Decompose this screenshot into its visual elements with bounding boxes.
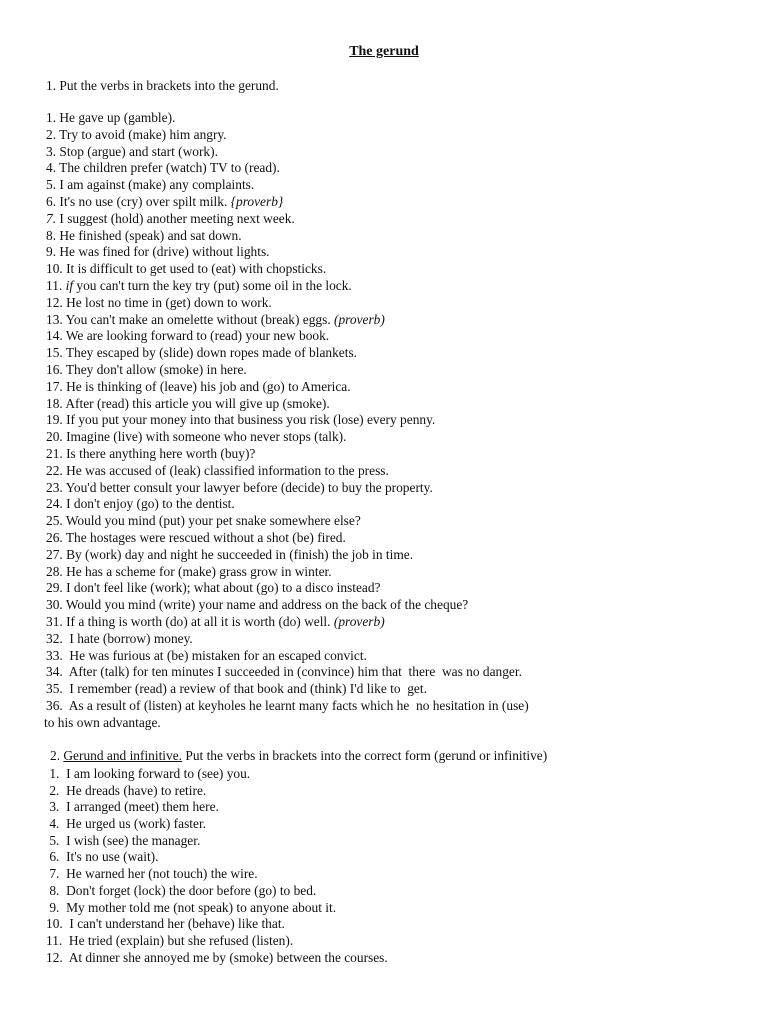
exercise-item (46, 631, 736, 648)
exercise-item (46, 597, 736, 614)
exercise-item: 2. He dreads (have) to retire. (46, 782, 207, 798)
item-text: 30. Would you mind (write) your name and address on the back of the cheque? (46, 597, 469, 613)
proverb-note: {proverb} (230, 193, 284, 209)
page-title: The gerund (349, 44, 419, 59)
exercise-item: 10. I can't understand her (behave) like that. (46, 916, 285, 932)
item-number: 7. (46, 210, 57, 226)
exercise-item (46, 648, 736, 665)
item-text: 35. I remember (read) a review of that book and (think) I'd like to get. (46, 681, 427, 697)
item-text: 9. He was fined for (drive) without lights. (46, 244, 270, 260)
item-text: 16. They don't allow (smoke) in here. (46, 361, 247, 377)
item-text: 28. He has a scheme for (make) grass grow in winter. (46, 563, 332, 579)
exercise-item (46, 496, 736, 513)
item-text: 19. If you put your money into that business you risk (lose) every penny. (46, 412, 436, 428)
section2-header (50, 748, 547, 764)
exercise-item (46, 463, 736, 480)
item-text: 33. He was furious at (be) mistaken for an escaped convict. (46, 647, 367, 663)
item-text: 18. After (read) this article you will give up (smoke). (46, 395, 330, 411)
item-number: 11. (46, 277, 66, 293)
exercise-item (46, 614, 736, 631)
item-text: 1. He gave up (gamble). (46, 110, 176, 125)
item-text: 20. Imagine (live) with someone who never stops (talk). (46, 429, 347, 445)
exercise-item: 12. At dinner she annoyed me by (smoke) between the courses. (46, 949, 388, 965)
item-text: 22. He was accused of (leak) classified information to the press. (46, 462, 389, 478)
exercise-item (46, 547, 736, 564)
exercise-item: 8. Don't forget (lock) the door before (go) to bed. (46, 882, 317, 898)
item-text: 36. As a result of (listen) at keyholes he learnt many facts which he no hesitation in (use) (46, 697, 529, 713)
item-text: 5. I am against (make) any complaints. (46, 177, 255, 193)
exercise-item (46, 564, 736, 581)
exercise-item: 3. I arranged (meet) them here. (46, 799, 219, 815)
exercise-item: 5. I wish (see) the manager. (46, 832, 201, 848)
item-text: 34. After (talk) for ten minutes I succeeded in (convince) him that there was no danger. (46, 664, 522, 680)
item-text: 26. The hostages were rescued without a shot (be) fired. (46, 529, 346, 545)
exercise-item (46, 396, 736, 413)
exercise-item (46, 580, 736, 597)
exercise-item (46, 312, 736, 329)
item-text: 29. I don't feel like (work); what about (go) to a disco instead? (46, 580, 381, 596)
exercise-item (46, 110, 736, 127)
exercise-item: 4. He urged us (work) faster. (46, 816, 207, 832)
exercise-item (46, 127, 736, 144)
proverb-note: (proverb) (333, 613, 385, 629)
item-text: 12. He lost no time in (get) down to work. (46, 294, 272, 310)
item-text: 4. The children prefer (watch) TV to (read). (46, 160, 280, 176)
exercise-item (46, 295, 736, 312)
exercise-item (46, 681, 736, 698)
item-text: 15. They escaped by (slide) down ropes made of blankets. (46, 345, 357, 361)
exercise-item (46, 278, 736, 295)
item-text: 27. By (work) day and night he succeeded in (finish) the job in time. (46, 546, 414, 562)
exercise-item (46, 211, 736, 228)
exercise-item (46, 345, 736, 362)
exercise-item (46, 328, 736, 345)
exercise-item: 11. He tried (explain) but she refused (listen). (46, 932, 294, 948)
exercise-item (46, 160, 736, 177)
exercise-item (46, 194, 736, 211)
item-text: 13. You can't make an omelette without (break) eggs. (46, 311, 335, 327)
exercise-item: 6. It's no use (wait). (46, 849, 159, 865)
item-text: 23. You'd better consult your lawyer before (decide) to buy the property. (46, 479, 433, 495)
exercise-item (46, 362, 736, 379)
exercise-item (46, 228, 736, 245)
exercise-item: 9. My mother told me (not speak) to anyone about it. (46, 899, 337, 915)
exercise-item (46, 446, 736, 463)
exercise-item (46, 379, 736, 396)
item-text: 25. Would you mind (put) your pet snake somewhere else? (46, 513, 361, 529)
item-text: 8. He finished (speak) and sat down. (46, 227, 242, 243)
exercise-item (46, 261, 736, 278)
exercise-item (46, 177, 736, 194)
item-text: 2. Try to avoid (make) him angry. (46, 126, 227, 142)
exercise-item: 1. I am looking forward to (see) you. (46, 766, 251, 781)
exercise-item (46, 429, 736, 446)
exercise-item (46, 144, 736, 161)
item-text: 10. It is difficult to get used to (eat) with chopsticks. (46, 261, 327, 277)
exercise-item (46, 244, 736, 261)
item-text: 32. I hate (borrow) money. (46, 630, 193, 646)
item-text: 3. Stop (argue) and start (work). (46, 143, 218, 159)
exercise-item (44, 715, 736, 732)
item-italic-word: if (65, 277, 74, 293)
item-text: 24. I don't enjoy (go) to the dentist. (46, 496, 235, 512)
item-text: 17. He is thinking of (leave) his job and (go) to America. (46, 378, 351, 394)
exercise-item (46, 513, 736, 530)
exercise-item (46, 412, 736, 429)
item-text: to his own advantage. (44, 714, 161, 730)
exercise-item (46, 664, 736, 681)
section2-heading: Gerund and infinitive. (63, 748, 183, 763)
section1-instruction: 1. Put the verbs in brackets into the gerund. (46, 78, 279, 93)
item-text: 6. It's no use (cry) over spilt milk. (46, 193, 231, 209)
section2-number: 2. (50, 748, 64, 763)
section1-exercise-list (46, 110, 736, 731)
section2-instruction: Put the verbs in brackets into the correct form (gerund or infinitive) (182, 748, 548, 763)
exercise-item: 7. He warned her (not touch) the wire. (46, 866, 258, 882)
proverb-note: (proverb) (334, 311, 385, 327)
item-text: I suggest (hold) another meeting next week. (56, 210, 295, 226)
exercise-item (46, 480, 736, 497)
item-text: 31. If a thing is worth (do) at all it is worth (do) well. (46, 613, 334, 629)
section2-exercise-list (46, 766, 736, 966)
item-text: 14. We are looking forward to (read) your new book. (46, 328, 330, 344)
item-text: you can't turn the key try (put) some oil in the lock. (73, 277, 352, 293)
exercise-item (46, 698, 736, 715)
item-text: 21. Is there anything here worth (buy)? (46, 445, 256, 461)
exercise-item (46, 530, 736, 547)
